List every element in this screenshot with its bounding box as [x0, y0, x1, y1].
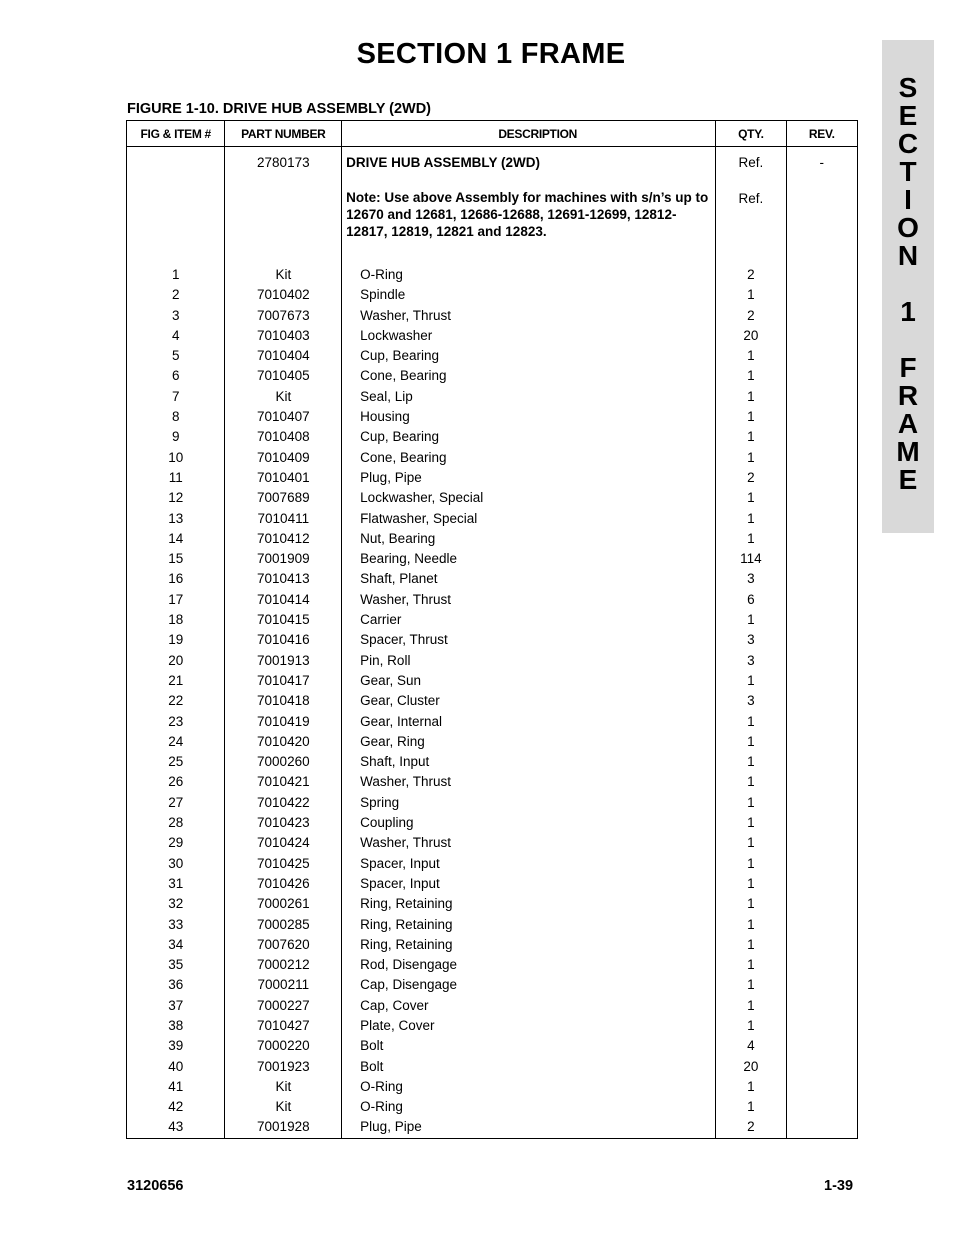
- item-number: 10: [127, 448, 225, 468]
- item-number: 7: [127, 387, 225, 407]
- item-description: Bolt: [342, 1057, 716, 1077]
- item-rev: [786, 590, 857, 610]
- table-row: [127, 732, 858, 752]
- item-rev: [786, 894, 857, 914]
- item-rev: [786, 1117, 857, 1138]
- item-description: Plug, Pipe: [342, 468, 716, 488]
- item-description: Plug, Pipe: [342, 1117, 716, 1138]
- item-rev: [786, 955, 857, 975]
- item-description: Ring, Retaining: [342, 935, 716, 955]
- side-tab-letter: I: [904, 184, 912, 215]
- item-description: Washer, Thrust: [342, 590, 716, 610]
- table-row: [127, 1016, 858, 1036]
- item-description: Spacer, Input: [342, 854, 716, 874]
- table-row: [127, 306, 858, 326]
- side-tab-letter: 1: [900, 296, 916, 327]
- item-number: 30: [127, 854, 225, 874]
- table-row: [127, 427, 858, 447]
- part-number: 7010416: [225, 630, 342, 650]
- item-description: Coupling: [342, 813, 716, 833]
- item-qty: 1: [716, 793, 786, 813]
- item-rev: [786, 326, 857, 346]
- item-description: Cup, Bearing: [342, 346, 716, 366]
- item-rev: [786, 752, 857, 772]
- item-rev: [786, 712, 857, 732]
- part-number: 7010421: [225, 772, 342, 792]
- side-tab-letter: O: [897, 212, 919, 243]
- part-number: 7010419: [225, 712, 342, 732]
- item-description: Housing: [342, 407, 716, 427]
- item-qty: 2: [716, 306, 786, 326]
- item-description: Washer, Thrust: [342, 306, 716, 326]
- item-rev: [786, 630, 857, 650]
- item-description: Bearing, Needle: [342, 549, 716, 569]
- table-row: [127, 529, 858, 549]
- part-number: 7010414: [225, 590, 342, 610]
- item-description: Spring: [342, 793, 716, 813]
- side-tab-letters: [882, 74, 934, 494]
- item-rev: [786, 509, 857, 529]
- document-number: 3120656: [127, 1178, 184, 1194]
- item-qty: 1: [716, 509, 786, 529]
- part-number: 7010422: [225, 793, 342, 813]
- assembly-qty: Ref.: [716, 147, 786, 174]
- item-description: Shaft, Planet: [342, 569, 716, 589]
- note-part-number: [225, 173, 342, 265]
- page-title: SECTION 1 FRAME: [356, 38, 626, 70]
- table-row: [127, 569, 858, 589]
- part-number: Kit: [225, 265, 342, 285]
- item-rev: [786, 346, 857, 366]
- item-number: 43: [127, 1117, 225, 1138]
- item-rev: [786, 488, 857, 508]
- item-qty: 1: [716, 813, 786, 833]
- item-rev: [786, 610, 857, 630]
- item-number: 14: [127, 529, 225, 549]
- item-rev: [786, 996, 857, 1016]
- table-row: [127, 1077, 858, 1097]
- item-qty: 1: [716, 712, 786, 732]
- table-header-row: [127, 121, 858, 147]
- item-rev: [786, 306, 857, 326]
- part-number: 7010425: [225, 854, 342, 874]
- item-number: 39: [127, 1036, 225, 1056]
- side-tab-letter: T: [899, 156, 917, 187]
- item-rev: [786, 265, 857, 285]
- item-qty: 1: [716, 894, 786, 914]
- item-description: Gear, Ring: [342, 732, 716, 752]
- item-qty: 1: [716, 366, 786, 386]
- table-row: [127, 366, 858, 386]
- item-description: Flatwasher, Special: [342, 509, 716, 529]
- item-qty: 20: [716, 1057, 786, 1077]
- item-rev: [786, 468, 857, 488]
- item-qty: 2: [716, 265, 786, 285]
- item-description: Cap, Cover: [342, 996, 716, 1016]
- note-rev: [786, 173, 857, 265]
- item-qty: 3: [716, 630, 786, 650]
- part-number: 7010401: [225, 468, 342, 488]
- parts-table: [126, 120, 858, 1139]
- item-rev: [786, 448, 857, 468]
- item-rev: [786, 732, 857, 752]
- item-number: 40: [127, 1057, 225, 1077]
- table-row: [127, 1117, 858, 1138]
- item-rev: [786, 549, 857, 569]
- item-description: Gear, Sun: [342, 671, 716, 691]
- item-number: 6: [127, 366, 225, 386]
- side-tab-letter: A: [897, 408, 919, 439]
- note-fig: [127, 173, 225, 265]
- item-number: 41: [127, 1077, 225, 1097]
- table-row: [127, 691, 858, 711]
- item-description: O-Ring: [342, 1077, 716, 1097]
- item-description: Shaft, Input: [342, 752, 716, 772]
- item-description: Washer, Thrust: [342, 833, 716, 853]
- table-row: [127, 549, 858, 569]
- side-tab-letter: M: [896, 436, 920, 467]
- item-number: 2: [127, 285, 225, 305]
- assembly-part-number: 2780173: [225, 147, 342, 174]
- item-qty: 3: [716, 651, 786, 671]
- item-description: Spindle: [342, 285, 716, 305]
- item-number: 1: [127, 265, 225, 285]
- note-qty: Ref.: [716, 173, 786, 265]
- item-number: 32: [127, 894, 225, 914]
- item-number: 11: [127, 468, 225, 488]
- assembly-fig: [127, 147, 225, 174]
- table-row: [127, 1097, 858, 1117]
- item-rev: [786, 427, 857, 447]
- item-number: 36: [127, 975, 225, 995]
- assembly-description: DRIVE HUB ASSEMBLY (2WD): [342, 147, 716, 174]
- item-rev: [786, 285, 857, 305]
- part-number: 7010409: [225, 448, 342, 468]
- table-row: [127, 752, 858, 772]
- item-qty: 1: [716, 915, 786, 935]
- table-row: [127, 590, 858, 610]
- item-qty: 1: [716, 529, 786, 549]
- item-number: 13: [127, 509, 225, 529]
- item-qty: 1: [716, 1097, 786, 1117]
- item-number: 31: [127, 874, 225, 894]
- table-row: [127, 326, 858, 346]
- part-number: 7010417: [225, 671, 342, 691]
- table-row: [127, 793, 858, 813]
- side-tab-letter: C: [897, 128, 919, 159]
- table-row: [127, 630, 858, 650]
- item-number: 25: [127, 752, 225, 772]
- header-description: DESCRIPTION: [342, 121, 716, 147]
- part-number: 7010411: [225, 509, 342, 529]
- item-qty: 1: [716, 1016, 786, 1036]
- item-rev: [786, 366, 857, 386]
- item-description: Gear, Internal: [342, 712, 716, 732]
- item-rev: [786, 407, 857, 427]
- item-number: 35: [127, 955, 225, 975]
- table-row: [127, 448, 858, 468]
- item-qty: 1: [716, 285, 786, 305]
- item-qty: 1: [716, 874, 786, 894]
- item-description: Cap, Disengage: [342, 975, 716, 995]
- part-number: 7007620: [225, 935, 342, 955]
- table-row: [127, 509, 858, 529]
- item-description: Ring, Retaining: [342, 894, 716, 914]
- item-number: 29: [127, 833, 225, 853]
- part-number: 7010402: [225, 285, 342, 305]
- item-description: O-Ring: [342, 1097, 716, 1117]
- item-description: Cone, Bearing: [342, 448, 716, 468]
- item-rev: [786, 1016, 857, 1036]
- table-row: [127, 285, 858, 305]
- item-description: Cup, Bearing: [342, 427, 716, 447]
- table-row: [127, 854, 858, 874]
- part-number: 7010405: [225, 366, 342, 386]
- item-rev: [786, 975, 857, 995]
- part-number: 7007689: [225, 488, 342, 508]
- table-row: [127, 1036, 858, 1056]
- item-qty: 1: [716, 975, 786, 995]
- item-rev: [786, 793, 857, 813]
- item-description: Ring, Retaining: [342, 915, 716, 935]
- table-row: [127, 407, 858, 427]
- item-description: Spacer, Input: [342, 874, 716, 894]
- item-qty: 1: [716, 488, 786, 508]
- item-number: 21: [127, 671, 225, 691]
- item-number: 42: [127, 1097, 225, 1117]
- table-row: [127, 813, 858, 833]
- item-qty: 1: [716, 671, 786, 691]
- item-rev: [786, 1036, 857, 1056]
- item-rev: [786, 833, 857, 853]
- part-number: 7010404: [225, 346, 342, 366]
- section-side-tab: [882, 40, 934, 533]
- item-number: 8: [127, 407, 225, 427]
- part-number: Kit: [225, 1077, 342, 1097]
- table-row: [127, 346, 858, 366]
- item-description: Carrier: [342, 610, 716, 630]
- item-rev: [786, 1077, 857, 1097]
- item-rev: [786, 772, 857, 792]
- item-qty: 4: [716, 1036, 786, 1056]
- table-row: [127, 955, 858, 975]
- item-qty: 2: [716, 468, 786, 488]
- part-number: 7010427: [225, 1016, 342, 1036]
- item-number: 18: [127, 610, 225, 630]
- part-number: 7007673: [225, 306, 342, 326]
- note-row: [127, 173, 858, 265]
- item-description: Seal, Lip: [342, 387, 716, 407]
- table-row: [127, 265, 858, 285]
- item-rev: [786, 935, 857, 955]
- item-number: 19: [127, 630, 225, 650]
- item-number: 9: [127, 427, 225, 447]
- item-description: Lockwasher: [342, 326, 716, 346]
- part-number: 7001909: [225, 549, 342, 569]
- header-part-number: PART NUMBER: [225, 121, 342, 147]
- part-number: Kit: [225, 1097, 342, 1117]
- item-qty: 1: [716, 996, 786, 1016]
- item-rev: [786, 854, 857, 874]
- item-rev: [786, 529, 857, 549]
- item-qty: 6: [716, 590, 786, 610]
- item-number: 22: [127, 691, 225, 711]
- item-rev: [786, 1097, 857, 1117]
- item-number: 24: [127, 732, 225, 752]
- item-qty: 3: [716, 691, 786, 711]
- part-number: 7010415: [225, 610, 342, 630]
- item-number: 37: [127, 996, 225, 1016]
- side-tab-letter: E: [898, 464, 918, 495]
- part-number: 7010403: [225, 326, 342, 346]
- table-row: [127, 996, 858, 1016]
- item-number: 38: [127, 1016, 225, 1036]
- side-tab-letter: N: [897, 240, 919, 271]
- item-qty: 2: [716, 1117, 786, 1138]
- item-description: Washer, Thrust: [342, 772, 716, 792]
- part-number: 7010418: [225, 691, 342, 711]
- item-qty: 1: [716, 427, 786, 447]
- part-number: 7000261: [225, 894, 342, 914]
- item-qty: 1: [716, 732, 786, 752]
- item-qty: 20: [716, 326, 786, 346]
- part-number: 7010408: [225, 427, 342, 447]
- part-number: 7000285: [225, 915, 342, 935]
- header-qty: QTY.: [716, 121, 786, 147]
- part-number: 7010412: [225, 529, 342, 549]
- item-description: Nut, Bearing: [342, 529, 716, 549]
- item-number: 15: [127, 549, 225, 569]
- table-row: [127, 772, 858, 792]
- item-rev: [786, 569, 857, 589]
- item-qty: 1: [716, 1077, 786, 1097]
- table-row: [127, 874, 858, 894]
- part-number: 7000211: [225, 975, 342, 995]
- item-rev: [786, 1057, 857, 1077]
- part-number: 7000227: [225, 996, 342, 1016]
- item-description: Lockwasher, Special: [342, 488, 716, 508]
- table-row: [127, 387, 858, 407]
- item-number: 16: [127, 569, 225, 589]
- item-rev: [786, 387, 857, 407]
- part-number: 7000260: [225, 752, 342, 772]
- item-description: Gear, Cluster: [342, 691, 716, 711]
- item-number: 20: [127, 651, 225, 671]
- item-number: 28: [127, 813, 225, 833]
- item-rev: [786, 915, 857, 935]
- item-description: Plate, Cover: [342, 1016, 716, 1036]
- item-rev: [786, 691, 857, 711]
- item-number: 17: [127, 590, 225, 610]
- table-row: [127, 712, 858, 732]
- side-tab-letter: R: [897, 380, 919, 411]
- item-qty: 114: [716, 549, 786, 569]
- assembly-rev: -: [786, 147, 857, 174]
- item-qty: 1: [716, 833, 786, 853]
- item-number: 26: [127, 772, 225, 792]
- table-row: [127, 671, 858, 691]
- figure-title: FIGURE 1-10. DRIVE HUB ASSEMBLY (2WD): [127, 101, 432, 117]
- item-description: Cone, Bearing: [342, 366, 716, 386]
- item-number: 12: [127, 488, 225, 508]
- part-number: 7000220: [225, 1036, 342, 1056]
- part-number: 7010424: [225, 833, 342, 853]
- table-row: [127, 915, 858, 935]
- part-number: 7010420: [225, 732, 342, 752]
- side-tab-letter: S: [898, 72, 918, 103]
- item-qty: 1: [716, 752, 786, 772]
- item-rev: [786, 813, 857, 833]
- item-description: Spacer, Thrust: [342, 630, 716, 650]
- header-rev: REV.: [786, 121, 857, 147]
- item-qty: 1: [716, 448, 786, 468]
- item-description: Bolt: [342, 1036, 716, 1056]
- item-qty: 1: [716, 407, 786, 427]
- table-row: [127, 468, 858, 488]
- table-row: [127, 833, 858, 853]
- item-number: 33: [127, 915, 225, 935]
- part-number: 7001923: [225, 1057, 342, 1077]
- item-number: 4: [127, 326, 225, 346]
- table-row: [127, 935, 858, 955]
- item-rev: [786, 671, 857, 691]
- part-number: Kit: [225, 387, 342, 407]
- table-row: [127, 975, 858, 995]
- item-description: O-Ring: [342, 265, 716, 285]
- note-description: Note: Use above Assembly for machines with s/n’s up to 12670 and 12681, 12686-12688, 12691-12699, 12812-12817, 12819, 12821 and 12823.: [342, 173, 716, 265]
- table-row: [127, 610, 858, 630]
- item-number: 27: [127, 793, 225, 813]
- table-row: [127, 651, 858, 671]
- item-rev: [786, 874, 857, 894]
- part-number: 7010426: [225, 874, 342, 894]
- item-qty: 1: [716, 854, 786, 874]
- part-number: 7000212: [225, 955, 342, 975]
- item-number: 5: [127, 346, 225, 366]
- item-description: Pin, Roll: [342, 651, 716, 671]
- item-qty: 1: [716, 955, 786, 975]
- side-tab-letter: F: [899, 352, 917, 383]
- item-number: 3: [127, 306, 225, 326]
- part-number: 7010413: [225, 569, 342, 589]
- part-number: 7001928: [225, 1117, 342, 1138]
- side-tab-letter: E: [898, 100, 918, 131]
- item-qty: 1: [716, 935, 786, 955]
- item-qty: 1: [716, 772, 786, 792]
- page-number: 1-39: [824, 1178, 854, 1194]
- part-number: 7001913: [225, 651, 342, 671]
- table-row: [127, 488, 858, 508]
- header-fig-item: FIG & ITEM #: [127, 121, 225, 147]
- item-qty: 1: [716, 610, 786, 630]
- item-qty: 1: [716, 387, 786, 407]
- part-number: 7010423: [225, 813, 342, 833]
- assembly-row: [127, 147, 858, 174]
- item-number: 34: [127, 935, 225, 955]
- item-qty: 3: [716, 569, 786, 589]
- part-number: 7010407: [225, 407, 342, 427]
- item-number: 23: [127, 712, 225, 732]
- item-qty: 1: [716, 346, 786, 366]
- item-description: Rod, Disengage: [342, 955, 716, 975]
- table-row: [127, 894, 858, 914]
- item-rev: [786, 651, 857, 671]
- table-row: [127, 1057, 858, 1077]
